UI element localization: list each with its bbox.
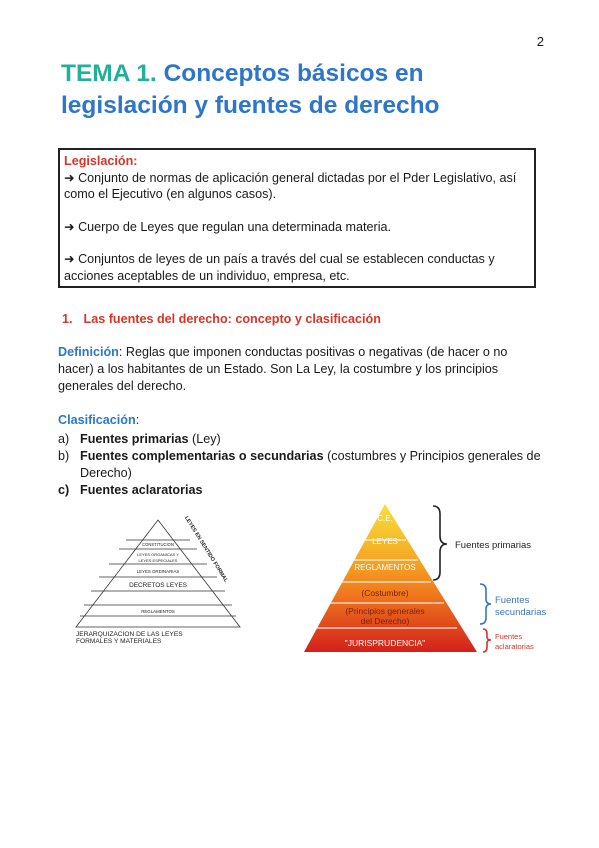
pyramid-caption: JERARQUIZACION DE LAS LEYES — [76, 631, 183, 638]
definition-text: : Reglas que imponen conductas positivas o negativas (de hacer o no hacer) a los habitantes de un Estado. Son La Ley, la costumbre y los principios generales del derecho. — [58, 345, 508, 393]
classification-item — [58, 431, 543, 448]
list-marker: a) — [58, 432, 70, 446]
legislacion-item — [64, 170, 530, 203]
pyramid-level: (Principios generales — [345, 606, 425, 616]
classification-item-text — [80, 482, 203, 499]
definition-paragraph — [58, 344, 543, 395]
arrow-icon: ➜ — [64, 170, 75, 185]
label-fuentes-aclaratorias: aclaratorias — [495, 642, 534, 651]
label-fuentes-secundarias: secundarias — [495, 607, 547, 618]
classification-item-text — [80, 431, 221, 448]
legislacion-item-text: Conjunto de normas de aplicación general dictadas por el Pder Legislativo, así como el Ejecutivo (en algunos casos). — [64, 170, 517, 201]
pyramid-level: del Derecho) — [360, 616, 410, 626]
pyramid-level: LEYES — [372, 537, 398, 546]
classification-item-bold: Fuentes aclaratorias — [80, 483, 203, 497]
definition-label: Definición — [58, 345, 119, 359]
classification-item-text — [80, 448, 543, 482]
label-fuentes-primarias: Fuentes primarias — [455, 540, 532, 551]
pyramid-level: CONSTITUCION — [142, 542, 174, 547]
pyramid-caption: FORMALES Y MATERIALES — [76, 638, 162, 645]
arrow-icon: ➜ — [64, 252, 75, 266]
pyramid-level: REGLAMENTOS — [354, 563, 416, 572]
list-marker: c) — [58, 483, 70, 497]
section-number: 1. — [62, 312, 73, 326]
classification-item-rest: (Ley) — [188, 432, 221, 446]
pyramid-level: REGLAMENTOS — [141, 609, 175, 614]
legislacion-item — [64, 251, 530, 284]
pyramid-level: C.E. — [377, 514, 393, 523]
classification-label: Clasificación — [58, 413, 136, 427]
pyramid-level: "JURISPRUDENCIA" — [344, 638, 426, 648]
pyramid-shape — [304, 504, 477, 652]
primary-bracket — [433, 506, 447, 580]
classification-heading — [58, 413, 139, 427]
section-heading — [62, 312, 381, 326]
classification-item — [58, 448, 543, 482]
pyramid-level: LEYES ESPECIALES — [138, 558, 178, 563]
tertiary-bracket — [483, 629, 491, 652]
classification-list — [58, 431, 543, 499]
classification-suffix: : — [135, 413, 140, 427]
label-fuentes-aclaratorias: Fuentes — [495, 632, 523, 641]
pyramid-level: (Costumbre) — [361, 588, 409, 598]
title-text: Conceptos básicos en legislación y fuentes de derecho — [61, 60, 440, 119]
legislacion-item-text: Conjuntos de leyes de un país a través del cual se establecen conductas y acciones aceptables de un individuo, empresa, etc. — [64, 252, 495, 283]
pyramid-level: LEYES ORDINARIAS — [136, 569, 180, 574]
pyramid-side-label: LEYES EN SENTIDO FORMAL — [182, 515, 229, 584]
legislacion-item — [64, 219, 530, 236]
list-marker: b) — [58, 449, 70, 463]
tema-label: TEMA 1. — [61, 60, 157, 87]
legislacion-heading: Legislación: — [64, 154, 138, 168]
legislacion-box — [58, 148, 536, 288]
classification-item-bold: Fuentes complementarias o secundarias — [80, 449, 324, 463]
arrow-icon: ➜ — [64, 219, 75, 234]
sources-pyramid — [300, 500, 565, 660]
pyramid-level: DECRETOS LEYES — [129, 582, 187, 589]
legislacion-item-text: Cuerpo de Leyes que regulan una determinada materia. — [78, 219, 392, 234]
section-heading-text: Las fuentes del derecho: concepto y clasificación — [83, 312, 381, 326]
page-number: 2 — [536, 34, 544, 49]
classification-item-rest: (costumbres y Principios generales de Derecho) — [80, 449, 541, 480]
secondary-bracket — [480, 584, 491, 624]
classification-item-bold: Fuentes primarias — [80, 432, 189, 446]
label-fuentes-secundarias: Fuentes — [495, 595, 530, 606]
pyramid-level: LEYES ORGANICAS Y — [137, 552, 179, 557]
classification-item — [58, 482, 543, 499]
page-title — [61, 58, 551, 122]
laws-hierarchy-pyramid — [62, 512, 254, 662]
